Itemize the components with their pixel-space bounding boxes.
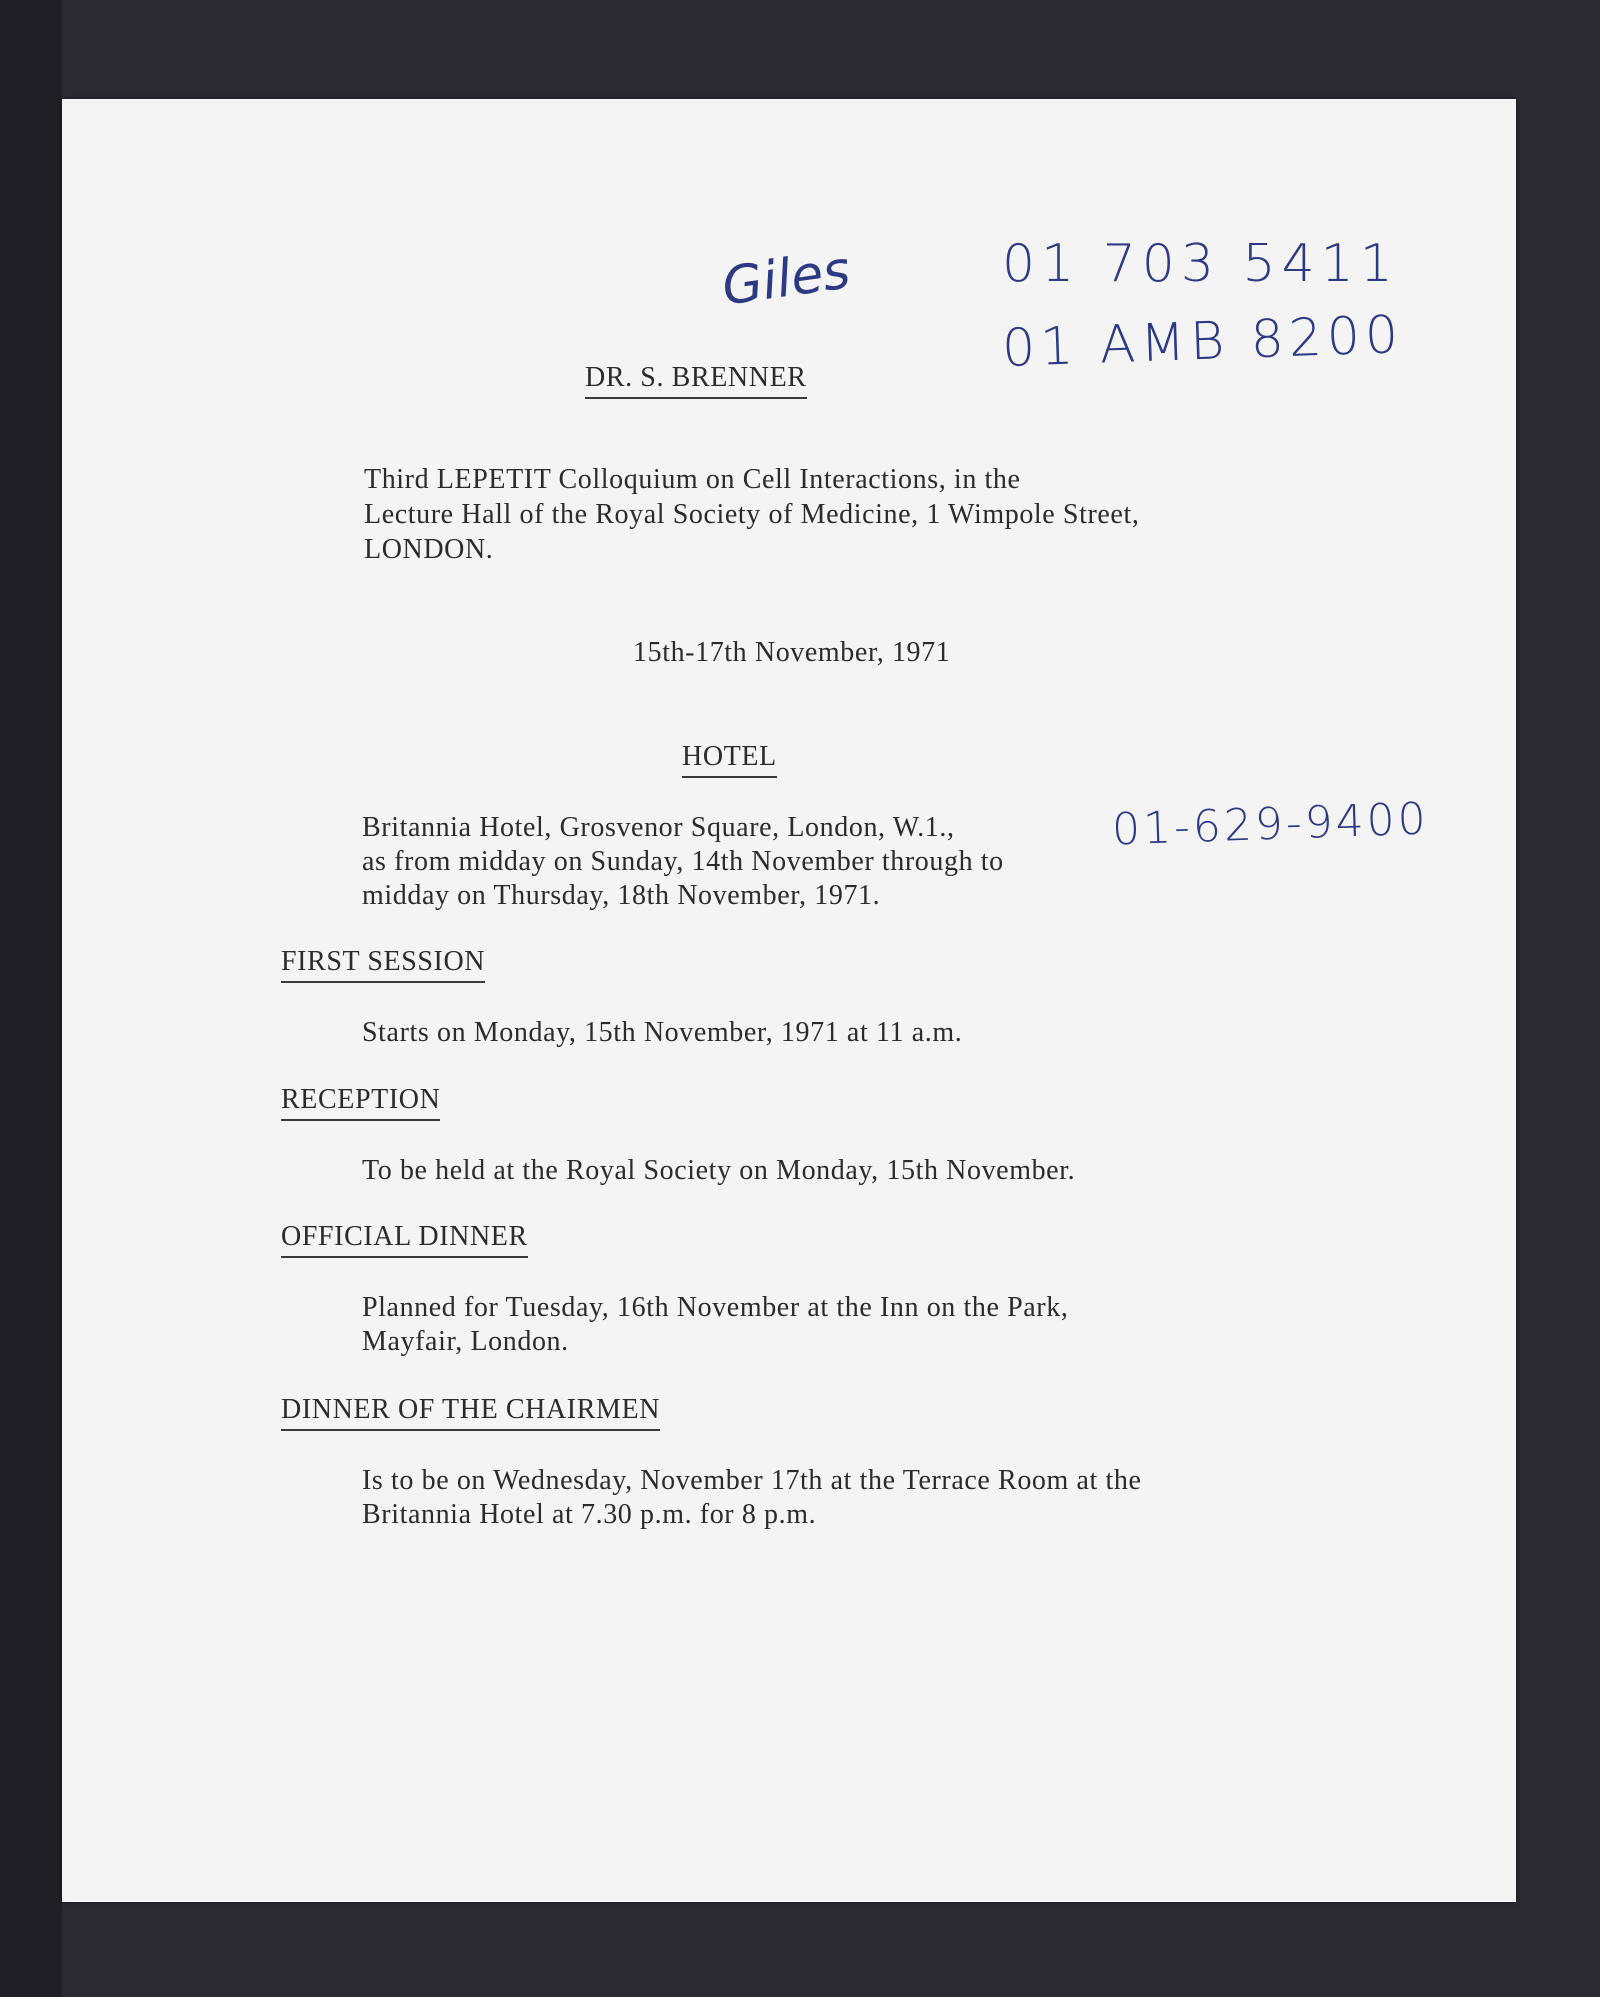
scan-background	[0, 0, 62, 1997]
handwritten-name: Giles	[718, 240, 854, 318]
hotel-line: Britannia Hotel, Grosvenor Square, London, W.1.,	[362, 812, 955, 843]
handwritten-hotel-phone: 01-629-9400	[1111, 793, 1430, 856]
event-dates: 15th-17th November, 1971	[633, 637, 951, 668]
reception-line: To be held at the Royal Society on Monday, 15th November.	[362, 1155, 1076, 1186]
handwritten-phone-2: 01 AMB 8200	[1001, 305, 1404, 379]
hotel-line: midday on Thursday, 18th November, 1971.	[362, 880, 881, 911]
official-dinner-line: Mayfair, London.	[362, 1326, 569, 1357]
chairmen-dinner-line: Is to be on Wednesday, November 17th at the Terrace Room at the	[362, 1465, 1142, 1496]
first-session-heading: FIRST SESSION	[281, 946, 485, 983]
official-dinner-line: Planned for Tuesday, 16th November at the Inn on the Park,	[362, 1292, 1069, 1323]
reception-heading: RECEPTION	[281, 1084, 440, 1121]
intro-line: Lecture Hall of the Royal Society of Medicine, 1 Wimpole Street,	[364, 499, 1140, 530]
intro-line: Third LEPETIT Colloquium on Cell Interactions, in the	[364, 464, 1021, 495]
chairmen-dinner-line: Britannia Hotel at 7.30 p.m. for 8 p.m.	[362, 1499, 817, 1530]
chairmen-dinner-heading: DINNER OF THE CHAIRMEN	[281, 1394, 660, 1431]
handwritten-phone-1: 01 703 5411	[1002, 234, 1399, 294]
document-page	[62, 99, 1516, 1902]
hotel-heading: HOTEL	[682, 741, 777, 778]
intro-line: LONDON.	[364, 534, 494, 565]
official-dinner-heading: OFFICIAL DINNER	[281, 1221, 528, 1258]
addressee: DR. S. BRENNER	[585, 362, 807, 399]
hotel-line: as from midday on Sunday, 14th November through to	[362, 846, 1004, 877]
first-session-line: Starts on Monday, 15th November, 1971 at 11 a.m.	[362, 1017, 963, 1048]
